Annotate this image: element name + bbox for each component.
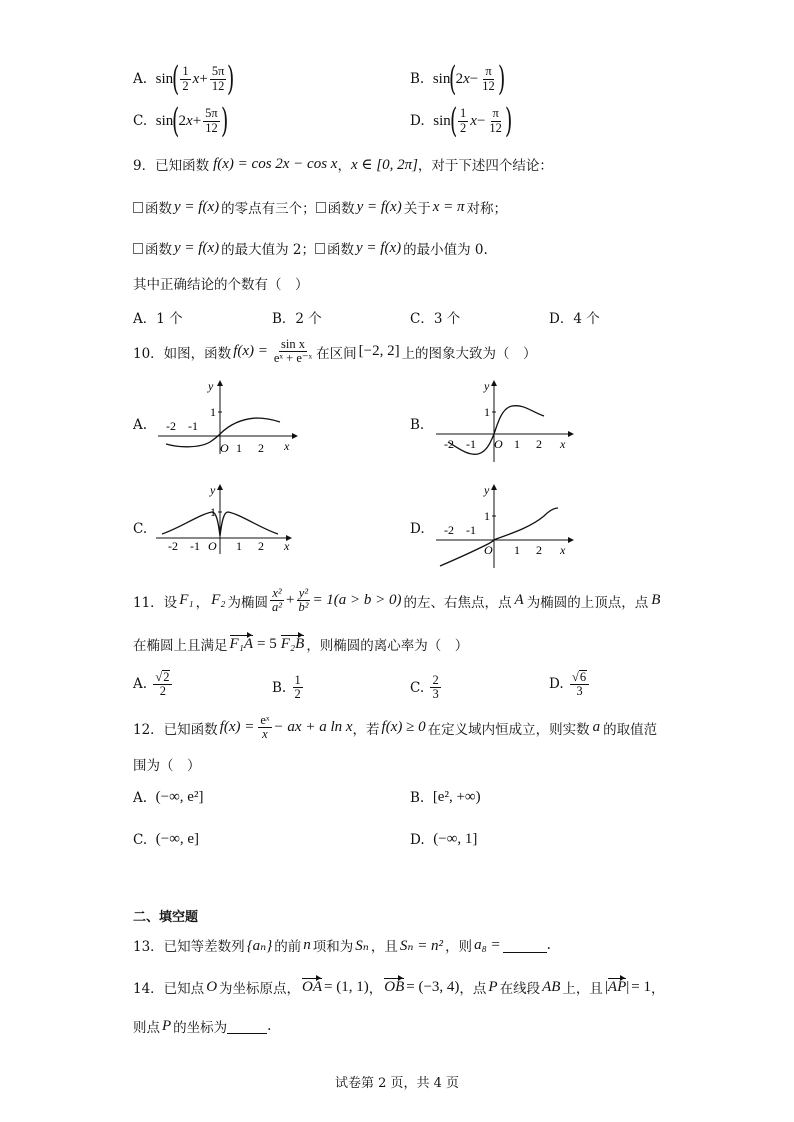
- axis-y-label: y: [208, 379, 214, 393]
- tick-m1-x: -1: [190, 539, 200, 553]
- q10-option-b-label[interactable]: B.: [410, 417, 425, 433]
- q9-option-d[interactable]: D．4 个: [549, 311, 600, 327]
- tick-m2-x: -2: [444, 523, 454, 537]
- axis-origin-label: O: [494, 437, 503, 451]
- q11-option-b[interactable]: B. $\frac{1}{2}$: [272, 673, 301, 702]
- conclusion-3-marker: [133, 243, 143, 254]
- tick-m1-x: -1: [188, 419, 198, 433]
- axis-y-label: y: [484, 483, 490, 497]
- q11-option-d[interactable]: D. $\frac{√6}{3}$: [549, 670, 591, 698]
- q13-stem: 13．已知等差数列 {aₙ} 的前 n 项和为 Sₙ ，且 Sₙ = n² ，则 a₈ = .: [133, 936, 551, 955]
- answer-blank[interactable]: [227, 1019, 267, 1034]
- graph-option-a[interactable]: [150, 378, 300, 458]
- tick-1-x: 1: [514, 543, 520, 557]
- q12-option-d[interactable]: D. (−∞, 1]: [410, 831, 478, 848]
- q12-option-a[interactable]: A. (−∞, e²]: [133, 789, 204, 806]
- q12-option-c[interactable]: C. (−∞, e]: [133, 831, 200, 848]
- tick-m1-x: -1: [466, 523, 476, 537]
- q11-option-c[interactable]: C. $\frac{2}{3}$: [410, 673, 439, 702]
- conclusion-4-marker: [315, 243, 325, 254]
- q11-stem-line2: 在椭圆上且满足 F₁A = 5 F₂B ，则椭圆的离心率为（ ）: [133, 635, 469, 654]
- q10-option-d-label[interactable]: D.: [410, 521, 425, 537]
- q8-option-c[interactable]: C. sin ( 2 x + $\frac{5\pi}{12}$ ): [133, 101, 228, 141]
- tick-2-x: 2: [536, 543, 542, 557]
- q9-question: 其中正确结论的个数有（ ）: [133, 277, 309, 293]
- tick-1-y: 1: [484, 405, 490, 419]
- tick-1-y: 1: [484, 509, 490, 523]
- axis-origin-label: O: [208, 539, 217, 553]
- tick-m1-x: -1: [466, 437, 476, 451]
- q9-stem: 9．已知函数 f(x) = cos 2x − cos x ， x ∈ [0, 2π] ，对于下述四个结论：: [133, 155, 553, 174]
- axis-x-label: x: [284, 439, 290, 453]
- q8-option-d[interactable]: D. sin ( $\frac{1}{2}$ x − $\frac{\pi}{12}$ ): [410, 101, 513, 141]
- conclusion-2-marker: [316, 202, 326, 213]
- conclusion-1-marker: [133, 202, 143, 213]
- q9-conclusions-2: 函数 y = f(x) 的最大值为 2； 函数 y = f(x) 的最小值为 0.: [133, 238, 488, 258]
- axis-x-label: x: [560, 437, 566, 451]
- q14-stem-line1: 14．已知点 O 为坐标原点， OA = (1, 1) ， OB = (−3, 4) ，点 P 在线段 AB 上，且 | AP | = 1 ，: [133, 978, 665, 997]
- axis-x-label: x: [284, 539, 290, 553]
- page-footer: 试卷第 2 页，共 4 页: [334, 1076, 460, 1091]
- q12-stem-line2: 围为（ ）: [133, 758, 201, 774]
- q8-option-a[interactable]: A. sin ( $\frac{1}{2}$ x + $\frac{5\pi}{12}$ ): [133, 59, 235, 99]
- answer-blank[interactable]: [503, 938, 547, 953]
- section-title: 二、填空题: [133, 910, 199, 925]
- tick-1-x: 1: [236, 441, 242, 455]
- tick-m2-x: -2: [444, 437, 454, 451]
- axis-origin-label: O: [220, 441, 229, 455]
- tick-m2-x: -2: [168, 539, 178, 553]
- q9-conclusions-1: 函数 y = f(x) 的零点有三个； 函数 y = f(x) 关于 x = π 对称；: [133, 197, 507, 217]
- q9-option-b[interactable]: B．2 个: [272, 311, 322, 327]
- q11-stem-line1: 11．设 F₁ ， F₂ 为椭圆 $\frac{\text{x²}}{\text{a²}}$ + $\frac{\text{y²}}{\text{b²}}$ = 1(a > b > 0) 的左、右焦点，点 A 为椭圆的上顶点，点 B: [133, 586, 661, 615]
- q14-stem-line2: 则点 P 的坐标为 .: [133, 1017, 272, 1036]
- axis-x-label: x: [560, 543, 566, 557]
- q12-option-b[interactable]: B. [e², +∞): [410, 789, 481, 806]
- q9-option-a[interactable]: A．1 个: [133, 311, 183, 327]
- tick-2-x: 2: [258, 539, 264, 553]
- graph-option-d[interactable]: [432, 482, 582, 572]
- tick-1-y: 1: [210, 405, 216, 419]
- q10-option-a-label[interactable]: A.: [133, 417, 148, 433]
- axis-y-label: y: [484, 379, 490, 393]
- tick-1-x: 1: [236, 539, 242, 553]
- tick-2-x: 2: [536, 437, 542, 451]
- graph-option-c[interactable]: [150, 482, 300, 556]
- axis-y-label: y: [210, 483, 216, 497]
- tick-m2-x: -2: [166, 419, 176, 433]
- axis-origin-label: O: [484, 543, 493, 557]
- tick-1-x: 1: [514, 437, 520, 451]
- q11-option-a[interactable]: A. $\frac{√2}{2}$: [133, 670, 174, 698]
- q9-option-c[interactable]: C．3 个: [410, 311, 461, 327]
- q10-stem: 10．如图，函数 f(x) = $\frac{\text{sin x}}{\text{eˣ + e⁻ˣ}}$ 在区间 [−2, 2] 上的图象大致为（ ）: [133, 337, 537, 366]
- q10-option-c-label[interactable]: C.: [133, 521, 148, 537]
- q8-option-b[interactable]: B. sin ( 2 x − $\frac{\pi}{12}$ ): [410, 59, 506, 99]
- graph-option-b[interactable]: [432, 378, 582, 464]
- q12-stem-line1: 12．已知函数 f(x) = $\frac{\text{eˣ}}{x}$ − ax + a ln x ，若 f(x) ≥ 0 在定义域内恒成立，则实数 a 的取值范: [133, 713, 658, 742]
- tick-2-x: 2: [258, 441, 264, 455]
- tick-1-y: 1: [210, 505, 216, 519]
